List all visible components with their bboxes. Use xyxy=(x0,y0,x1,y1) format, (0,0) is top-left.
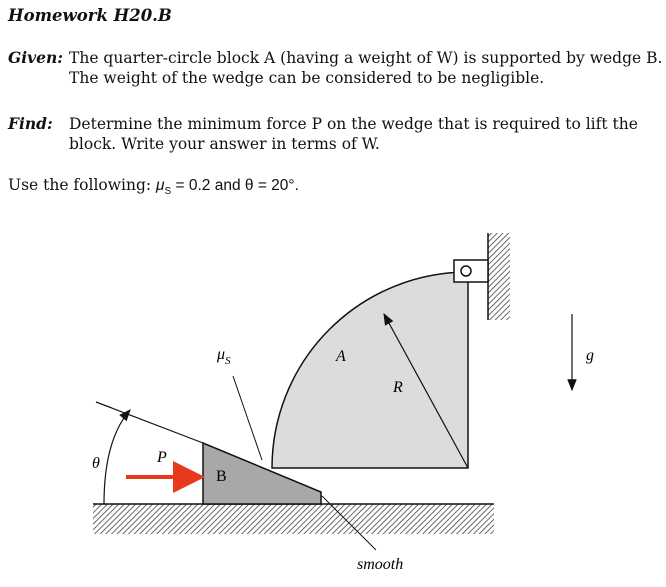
block-a-label: A xyxy=(336,348,346,365)
mu-leader-line xyxy=(233,376,262,460)
given-label: Given: xyxy=(8,48,63,67)
mu-label-symbol: μ xyxy=(217,346,226,363)
find-line-1: Determine the minimum force P on the wedge that is required to lift the xyxy=(69,115,638,133)
theta-label: θ xyxy=(92,455,100,472)
theta-reference-line xyxy=(96,402,203,443)
wall-hatch xyxy=(488,233,510,320)
smooth-label: smooth xyxy=(357,556,404,573)
given-line-1: The quarter-circle block A (having a weight of W) is supported by wedge B. xyxy=(69,49,663,67)
quarter-circle-block xyxy=(272,272,468,468)
given-values-rest: = 0.2 and θ = 20°. xyxy=(171,177,299,194)
wedge-label: B xyxy=(216,468,227,485)
pin-icon xyxy=(461,266,471,276)
mu-subscript: S xyxy=(164,186,172,198)
given-values-prefix: Use the following: xyxy=(8,176,157,194)
page-title: Homework H20.B xyxy=(8,6,172,25)
radius-label: R xyxy=(393,379,403,396)
mu-label-subscript: S xyxy=(225,355,231,367)
find-label: Find: xyxy=(8,114,53,133)
find-line-2: block. Write your answer in terms of W. xyxy=(69,135,380,153)
given-line-2: The weight of the wedge can be considered to be negligible. xyxy=(69,69,545,87)
ground-hatch xyxy=(93,504,494,534)
force-p-label: P xyxy=(157,449,167,466)
gravity-label: g xyxy=(586,347,594,364)
mu-symbol: μ xyxy=(156,177,165,194)
mu-label xyxy=(216,346,231,367)
theta-reference-tip xyxy=(96,402,112,408)
theta-arc-arrow xyxy=(104,410,130,504)
